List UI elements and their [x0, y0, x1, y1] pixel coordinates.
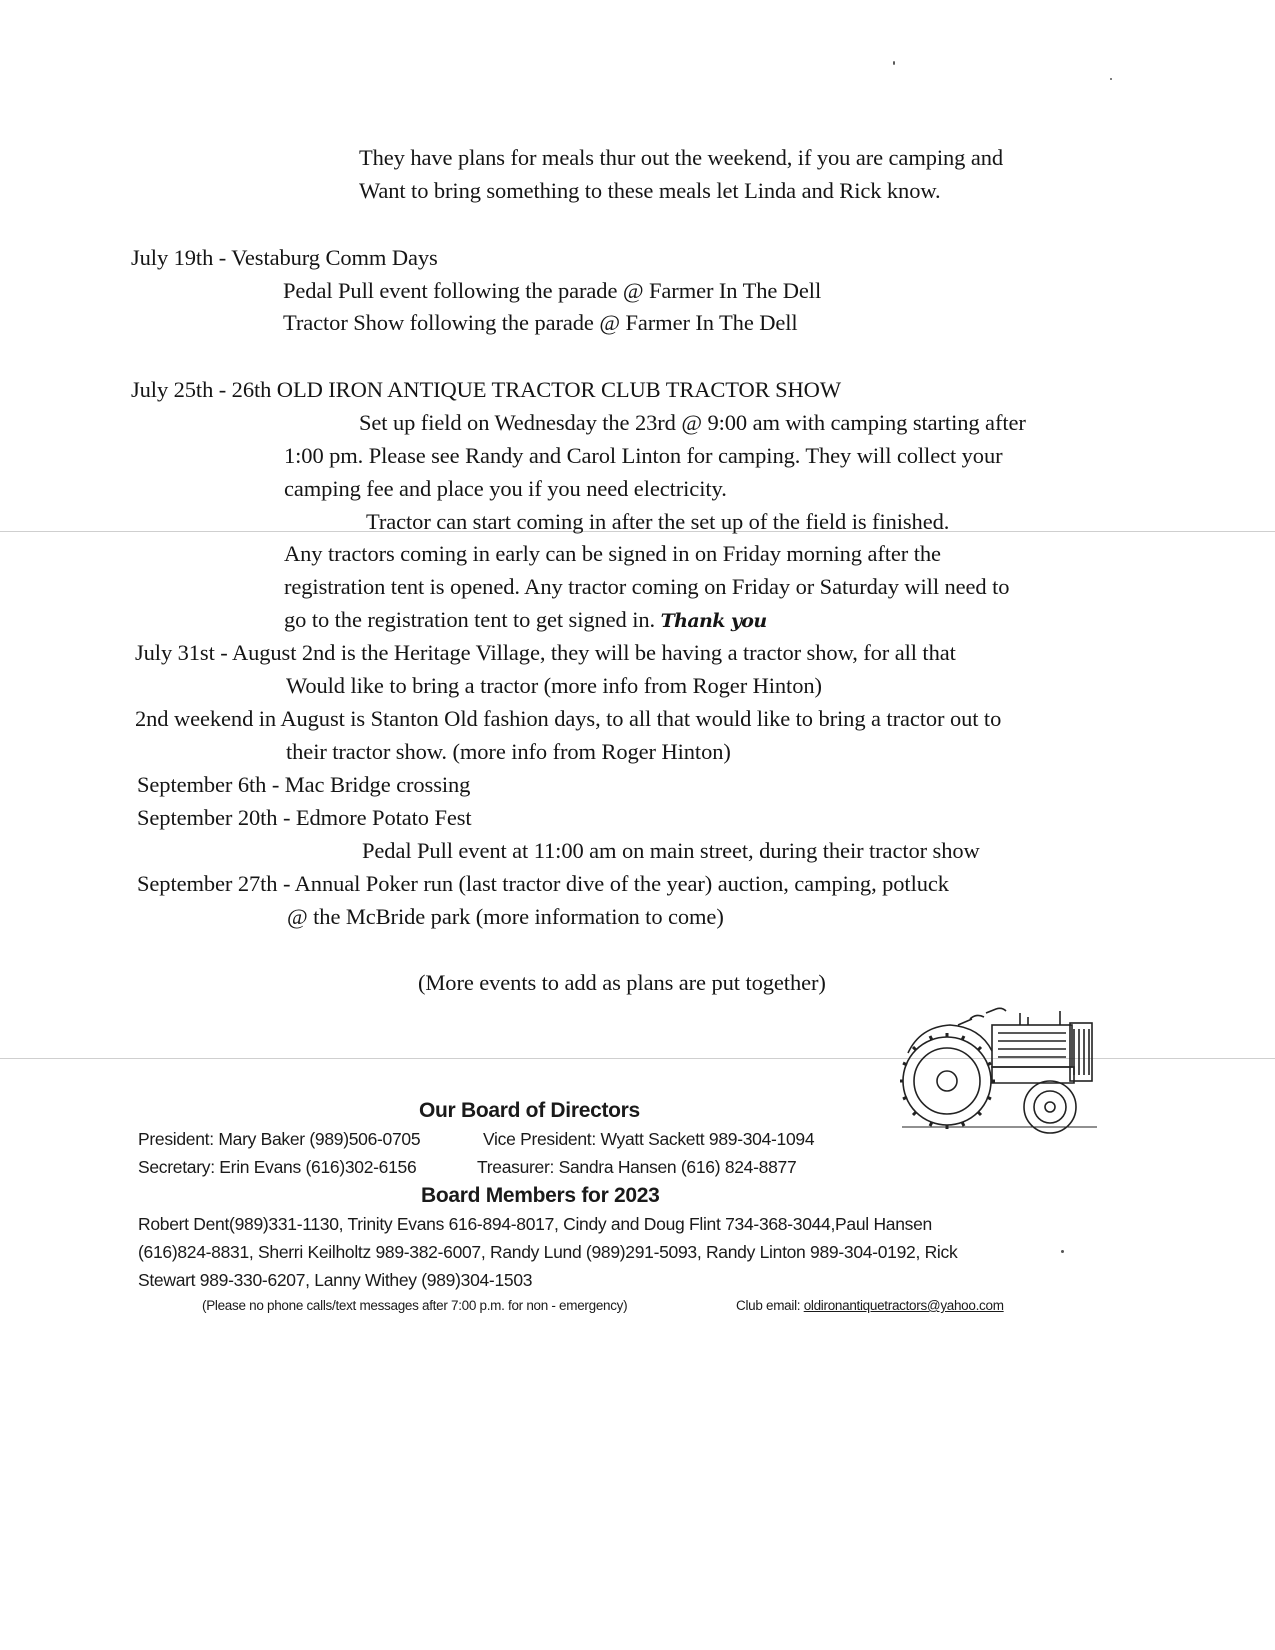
event-detail: Tractor Show following the parade @ Farmer In The Dell [283, 310, 798, 335]
club-email-link[interactable]: oldironantiquetractors@yahoo.com [803, 1298, 1004, 1313]
event-detail: their tractor show. (more info from Roger Hinton) [286, 739, 731, 764]
thank-you-text: Thank you [660, 610, 767, 632]
scan-speck [893, 61, 895, 65]
event-detail-line [284, 605, 767, 636]
event-detail: @ the McBride park (more information to come) [287, 904, 724, 929]
club-email-label: Club email: [736, 1298, 801, 1313]
event-title-vestaburg: July 19th - Vestaburg Comm Days [131, 245, 438, 270]
event-detail-text: go to the registration tent to get signed in. [284, 607, 656, 632]
event-detail: Set up field on Wednesday the 23rd @ 9:00 am with camping starting after [359, 410, 1026, 435]
board-vice-president: Vice President: Wyatt Sackett 989-304-1094 [483, 1129, 815, 1149]
event-title-mac-bridge: September 6th - Mac Bridge crossing [137, 772, 471, 797]
event-title-stanton: 2nd weekend in August is Stanton Old fashion days, to all that would like to bring a tractor out to [135, 706, 1002, 731]
event-detail: registration tent is opened. Any tractor coming on Friday or Saturday will need to [284, 574, 1010, 599]
event-title-poker-run: September 27th - Annual Poker run (last tractor dive of the year) auction, camping, potluck [137, 871, 949, 896]
board-members-line: Robert Dent(989)331-1130, Trinity Evans 616-894-8017, Cindy and Doug Flint 734-368-3044,Paul Hansen [138, 1214, 932, 1234]
event-detail: Pedal Pull event at 11:00 am on main street, during their tractor show [362, 838, 980, 863]
event-detail: 1:00 pm. Please see Randy and Carol Linton for camping. They will collect your [284, 443, 1003, 468]
board-secretary: Secretary: Erin Evans (616)302-6156 [138, 1157, 417, 1177]
board-heading: Our Board of Directors [419, 1099, 640, 1122]
club-email-line [736, 1296, 1004, 1316]
board-members-line: Stewart 989-330-6207, Lanny Withey (989)304-1503 [138, 1270, 533, 1290]
intro-line: They have plans for meals thur out the weekend, if you are camping and [359, 145, 1004, 170]
board-president: President: Mary Baker (989)506-0705 [138, 1129, 421, 1149]
intro-line: Want to bring something to these meals let Linda and Rick know. [359, 178, 941, 203]
event-detail: Pedal Pull event following the parade @ Farmer In The Dell [283, 278, 822, 303]
event-detail: Tractor can start coming in after the set up of the field is finished. [366, 509, 950, 534]
footer-note: (Please no phone calls/text messages after 7:00 p.m. for non - emergency) [202, 1298, 628, 1313]
scan-speck [1061, 1250, 1064, 1253]
tractor-icon [900, 1003, 1105, 1138]
event-title-potato-fest: September 20th - Edmore Potato Fest [137, 805, 472, 830]
board-treasurer: Treasurer: Sandra Hansen (616) 824-8877 [477, 1157, 797, 1177]
event-detail: Any tractors coming in early can be signed in on Friday morning after the [284, 541, 941, 566]
event-title-heritage-village: July 31st - August 2nd is the Heritage Village, they will be having a tractor show, for all that [135, 640, 956, 665]
event-title-tractor-show: July 25th - 26th OLD IRON ANTIQUE TRACTOR CLUB TRACTOR SHOW [131, 377, 841, 402]
board-members-heading: Board Members for 2023 [421, 1184, 660, 1207]
event-detail: Would like to bring a tractor (more info from Roger Hinton) [286, 673, 822, 698]
scan-speck [1110, 78, 1112, 80]
more-events-note: (More events to add as plans are put together) [418, 970, 826, 995]
event-detail: camping fee and place you if you need electricity. [284, 476, 727, 501]
board-members-line: (616)824-8831, Sherri Keilholtz 989-382-6007, Randy Lund (989)291-5093, Randy Linton 989-304-0192, Rick [138, 1242, 958, 1262]
